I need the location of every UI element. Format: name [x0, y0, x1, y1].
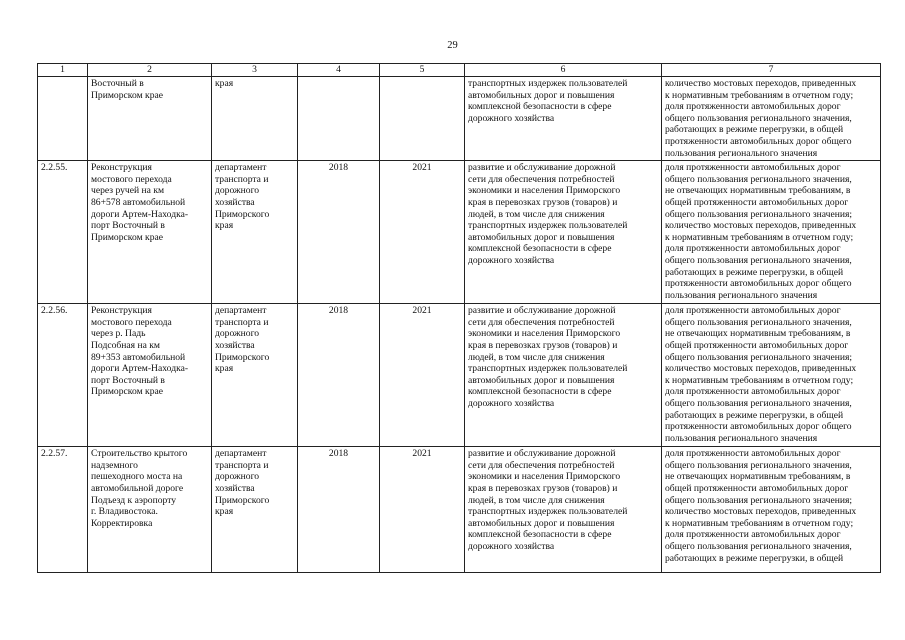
expected-result: развитие и обслуживание дорожной сети для обеспечения потребностей экономики и населения Приморского края в перевозках грузов (товаров) и людей, в том числе для снижения транспортных издержек пользователей автомобильных дорог и повышения комплексной безопасности в сфере дорожного хозяйства	[465, 161, 662, 304]
column-header: 1	[38, 64, 88, 77]
item-number: 2.2.57.	[38, 447, 88, 573]
column-header: 2	[88, 64, 212, 77]
expected-result: транспортных издержек пользователей автомобильных дорог и повышения комплексной безопасности в сфере дорожного хозяйства	[465, 77, 662, 161]
related-indicators: доля протяженности автомобильных дорог общего пользования регионального значения, не отвечающих нормативным требованиям, в общей протяженности автомобильных дорог общего пользования регионального значения; количество мостовых переходов, приведенных к нормативным требованиям в отчетном году; доля протяженности автомобильных дорог общего пользования регионального значения, работающих в режиме перегрузки, в общей протяженности автомобильных дорог общего пользования регионального значения	[662, 304, 881, 447]
table-row	[38, 304, 881, 447]
end-year	[380, 77, 465, 161]
start-year: 2018	[298, 304, 380, 447]
expected-result: развитие и обслуживание дорожной сети для обеспечения потребностей экономики и населения Приморского края в перевозках грузов (товаров) и людей, в том числе для снижения транспортных издержек пользователей автомобильных дорог и повышения комплексной безопасности в сфере дорожного хозяйства	[465, 304, 662, 447]
start-year: 2018	[298, 161, 380, 304]
responsible-executor: департамент транспорта и дорожного хозяйства Приморского края	[212, 304, 298, 447]
item-number: 2.2.56.	[38, 304, 88, 447]
program-table	[37, 63, 881, 573]
item-number	[38, 77, 88, 161]
related-indicators: доля протяженности автомобильных дорог общего пользования регионального значения, не отвечающих нормативным требованиям, в общей протяженности автомобильных дорог общего пользования регионального значения; количество мостовых переходов, приведенных к нормативным требованиям в отчетном году; доля протяженности автомобильных дорог общего пользования регионального значения, работающих в режиме перегрузки, в общей протяженности автомобильных дорог общего пользования регионального значения	[662, 161, 881, 304]
start-year	[298, 77, 380, 161]
column-header: 6	[465, 64, 662, 77]
measure-name: Реконструкция мостового перехода через ручей на км 86+578 автомобильной дороги Артем-Находка- порт Восточный в Приморском крае	[88, 161, 212, 304]
start-year: 2018	[298, 447, 380, 573]
page-number: 29	[447, 40, 458, 51]
table-row	[38, 77, 881, 161]
end-year: 2021	[380, 161, 465, 304]
table-row	[38, 447, 881, 573]
header-row	[38, 64, 881, 77]
end-year: 2021	[380, 304, 465, 447]
related-indicators: количество мостовых переходов, приведенных к нормативным требованиям в отчетном году; доля протяженности автомобильных дорог общего пользования регионального значения, работающих в режиме перегрузки, в общей протяженности автомобильных дорог общего пользования регионального значения	[662, 77, 881, 161]
responsible-executor: департамент транспорта и дорожного хозяйства Приморского края	[212, 447, 298, 573]
item-number: 2.2.55.	[38, 161, 88, 304]
measure-name: Восточный в Приморском крае	[88, 77, 212, 161]
column-header: 3	[212, 64, 298, 77]
responsible-executor: края	[212, 77, 298, 161]
expected-result: развитие и обслуживание дорожной сети для обеспечения потребностей экономики и населения Приморского края в перевозках грузов (товаров) и людей, в том числе для снижения транспортных издержек пользователей автомобильных дорог и повышения комплексной безопасности в сфере дорожного хозяйства	[465, 447, 662, 573]
column-header: 5	[380, 64, 465, 77]
table-row	[38, 161, 881, 304]
responsible-executor: департамент транспорта и дорожного хозяйства Приморского края	[212, 161, 298, 304]
related-indicators: доля протяженности автомобильных дорог общего пользования регионального значения, не отвечающих нормативным требованиям, в общей протяженности автомобильных дорог общего пользования регионального значения; количество мостовых переходов, приведенных к нормативным требованиям в отчетном году; доля протяженности автомобильных дорог общего пользования регионального значения, работающих в режиме перегрузки, в общей	[662, 447, 881, 573]
end-year: 2021	[380, 447, 465, 573]
column-header: 4	[298, 64, 380, 77]
column-header: 7	[662, 64, 881, 77]
measure-name: Реконструкция мостового перехода через р. Падь Подсобная на км 89+353 автомобильной дороги Артем-Находка- порт Восточный в Приморском крае	[88, 304, 212, 447]
measure-name: Строительство крытого надземного пешеходного моста на автомобильной дороге Подъезд к аэропорту г. Владивостока. Корректировка	[88, 447, 212, 573]
